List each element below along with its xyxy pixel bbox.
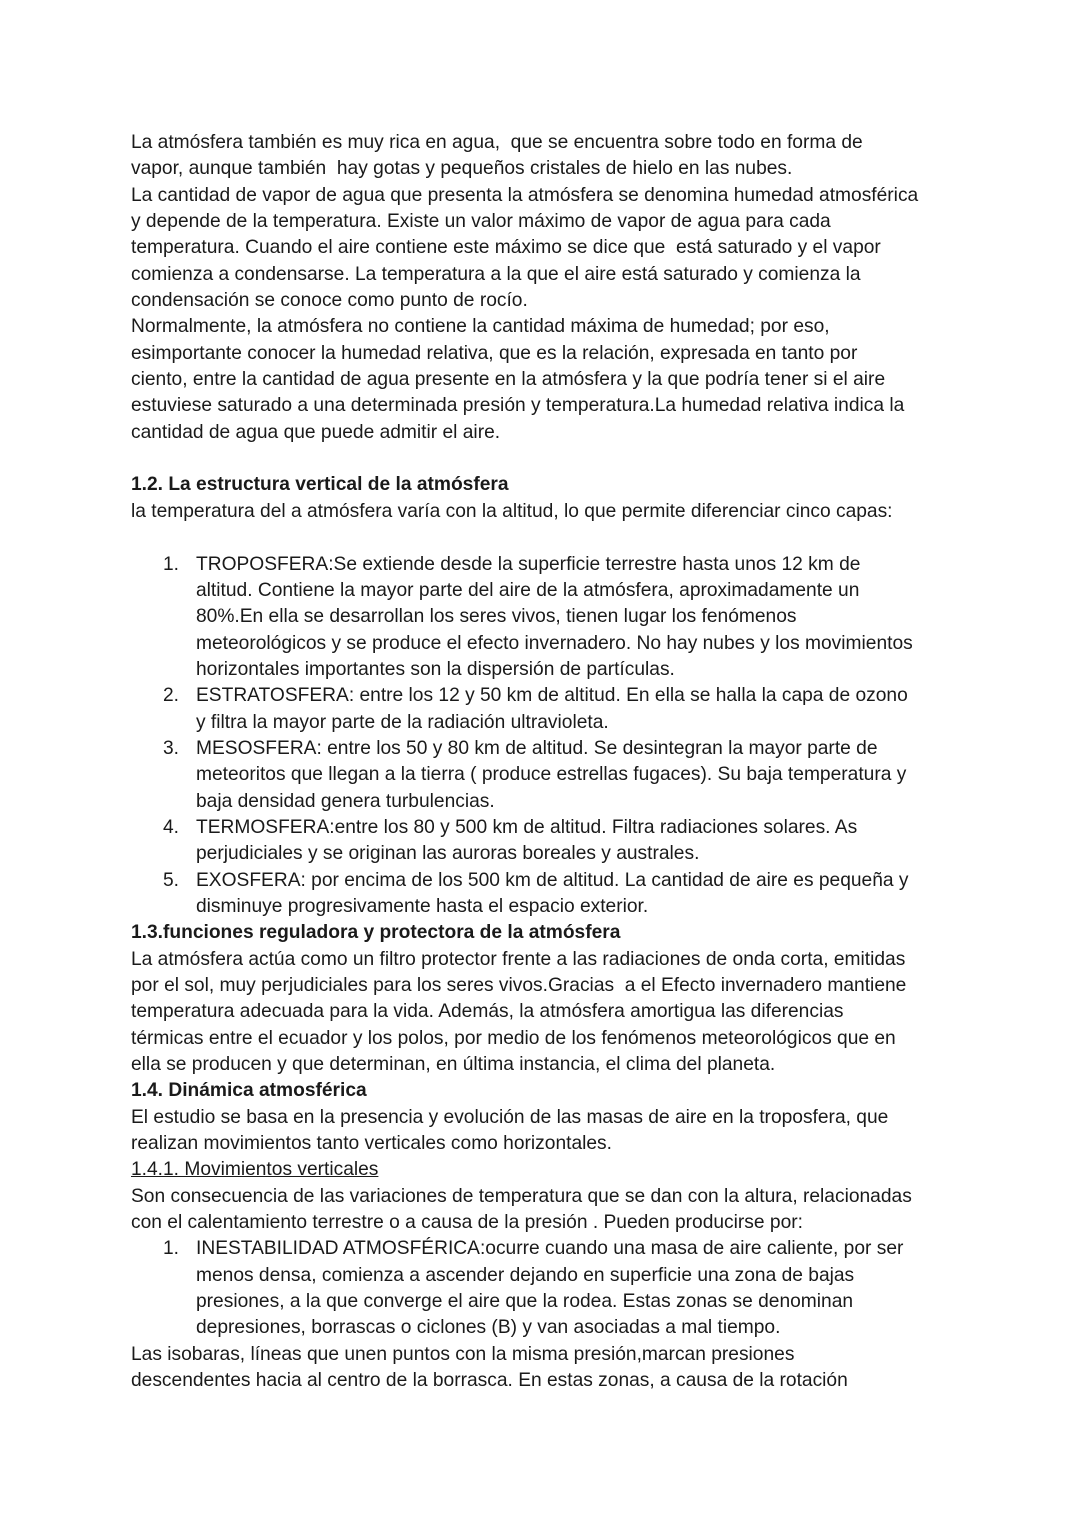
list-item <box>131 815 961 868</box>
text-line: condensación se conoce como punto de rocío. <box>131 290 528 312</box>
layers-list <box>131 552 961 921</box>
text-line: temperatura adecuada para la vida. Además, la atmósfera amortigua las diferencias <box>131 1001 844 1023</box>
text-line: y filtra la mayor parte de la radiación ultravioleta. <box>196 711 609 733</box>
text-line: y depende de la temperatura. Existe un valor máximo de vapor de agua para cada <box>131 211 831 233</box>
text-line: TERMOSFERA:entre los 80 y 500 km de altitud. Filtra radiaciones solares. As <box>196 816 858 838</box>
text-line: Las isobaras, líneas que unen puntos con la misma presión,marcan presiones <box>131 1343 795 1365</box>
list-number: 3. <box>163 737 180 759</box>
subsection-heading-1-4-1: 1.4.1. Movimientos verticales <box>131 1159 379 1181</box>
text-line: TROPOSFERA:Se extiende desde la superficie terrestre hasta unos 12 km de <box>196 553 861 575</box>
text-line: baja densidad genera turbulencias. <box>196 790 495 812</box>
paragraph-humidity <box>131 130 961 446</box>
list-item <box>131 736 961 815</box>
text-line: Son consecuencia de las variaciones de temperatura que se dan con la altura, relacionadas <box>131 1185 912 1207</box>
text-line: temperatura. Cuando el aire contiene este máximo se dice que está saturado y el vapor <box>131 237 881 259</box>
blank-line <box>131 446 961 472</box>
section-heading-1-2: 1.2. La estructura vertical de la atmósfera <box>131 474 509 496</box>
text-line: menos densa, comienza a ascender dejando en superficie una zona de bajas <box>196 1264 855 1286</box>
text-line: esimportante conocer la humedad relativa, que es la relación, expresada en tanto por <box>131 342 858 364</box>
paragraph-functions <box>131 947 961 1079</box>
text-line: realizan movimientos tanto verticales como horizontales. <box>131 1133 612 1155</box>
text-line: meteorológicos y se produce el efecto invernadero. No hay nubes y los movimientos <box>196 632 913 654</box>
text-line: ciento, entre la cantidad de agua presente en la atmósfera y la que podría tener si el aire <box>131 369 886 391</box>
section-intro: la temperatura del a atmósfera varía con la altitud, lo que permite diferenciar cinco capas: <box>131 500 893 522</box>
list-number: 1. <box>163 553 180 575</box>
text-line: estuviese saturado a una determinada presión y temperatura.La humedad relativa indica la <box>131 395 905 417</box>
text-line: por el sol, muy perjudiciales para los seres vivos.Gracias a el Efecto invernadero mantiene <box>131 975 907 996</box>
text-line: La cantidad de vapor de agua que presenta la atmósfera se denomina humedad atmosférica <box>131 184 919 206</box>
list-item <box>131 552 961 684</box>
text-line: El estudio se basa en la presencia y evolución de las masas de aire en la troposfera, que <box>131 1106 889 1128</box>
text-line: descendentes hacia al centro de la borrasca. En estas zonas, a causa de la rotación <box>131 1370 848 1392</box>
text-line: MESOSFERA: entre los 50 y 80 km de altitud. Se desintegran la mayor parte de <box>196 737 878 759</box>
text-line: La atmósfera también es muy rica en agua, que se encuentra sobre todo en forma de <box>131 132 863 153</box>
text-line: comienza a condensarse. La temperatura a la que el aire está saturado y comienza la <box>131 263 861 285</box>
list-item <box>131 1236 961 1341</box>
text-line: ESTRATOSFERA: entre los 12 y 50 km de altitud. En ella se halla la capa de ozono <box>196 685 908 707</box>
list-item <box>131 868 961 921</box>
text-line: perjudiciales y se originan las auroras boreales y australes. <box>196 843 700 865</box>
section-heading-1-3: 1.3.funciones reguladora y protectora de la atmósfera <box>131 922 621 944</box>
text-line: presiones, a la que converge el aire que la rodea. Estas zonas se denominan <box>196 1291 854 1313</box>
text-line: disminuye progresivamente hasta el espacio exterior. <box>196 895 649 917</box>
list-item <box>131 683 961 736</box>
section-heading-1-4: 1.4. Dinámica atmosférica <box>131 1080 367 1102</box>
text-line: INESTABILIDAD ATMOSFÉRICA:ocurre cuando una masa de aire caliente, por ser <box>196 1238 904 1260</box>
text-line: vapor, aunque también hay gotas y pequeños cristales de hielo en las nubes. <box>131 158 793 180</box>
list-number: 4. <box>163 816 180 838</box>
document-page <box>131 130 961 1395</box>
text-line: meteoritos que llegan a la tierra ( produce estrellas fugaces). Su baja temperatura y <box>196 764 907 786</box>
blank-line <box>131 525 961 551</box>
list-number: 1. <box>163 1238 180 1260</box>
text-line: depresiones, borrascas o ciclones (B) y van asociadas a mal tiempo. <box>196 1317 781 1339</box>
text-line: térmicas entre el ecuador y los polos, por medio de los fenómenos meteorológicos que en <box>131 1027 896 1049</box>
text-line: 80%.En ella se desarrollan los seres vivos, tienen lugar los fenómenos <box>196 606 797 628</box>
text-line: horizontales importantes son la dispersión de partículas. <box>196 658 675 680</box>
text-line: EXOSFERA: por encima de los 500 km de altitud. La cantidad de aire es pequeña y <box>196 869 909 891</box>
text-line: Normalmente, la atmósfera no contiene la cantidad máxima de humedad; por eso, <box>131 316 830 338</box>
text-line: altitud. Contiene la mayor parte del aire de la atmósfera, aproximadamente un <box>196 579 860 601</box>
list-number: 2. <box>163 685 180 707</box>
paragraph-dynamics <box>131 1105 961 1158</box>
list-number: 5. <box>163 869 180 891</box>
paragraph-vertical-movements <box>131 1184 961 1237</box>
paragraph-isobars <box>131 1342 961 1395</box>
text-line: con el calentamiento terrestre o a causa de la presión . Pueden producirse por: <box>131 1212 803 1234</box>
text-line: La atmósfera actúa como un filtro protector frente a las radiaciones de onda corta, emitidas <box>131 948 906 970</box>
text-line: cantidad de agua que puede admitir el aire. <box>131 421 501 443</box>
text-line: ella se producen y que determinan, en última instancia, el clima del planeta. <box>131 1054 776 1076</box>
causes-list <box>131 1236 961 1341</box>
